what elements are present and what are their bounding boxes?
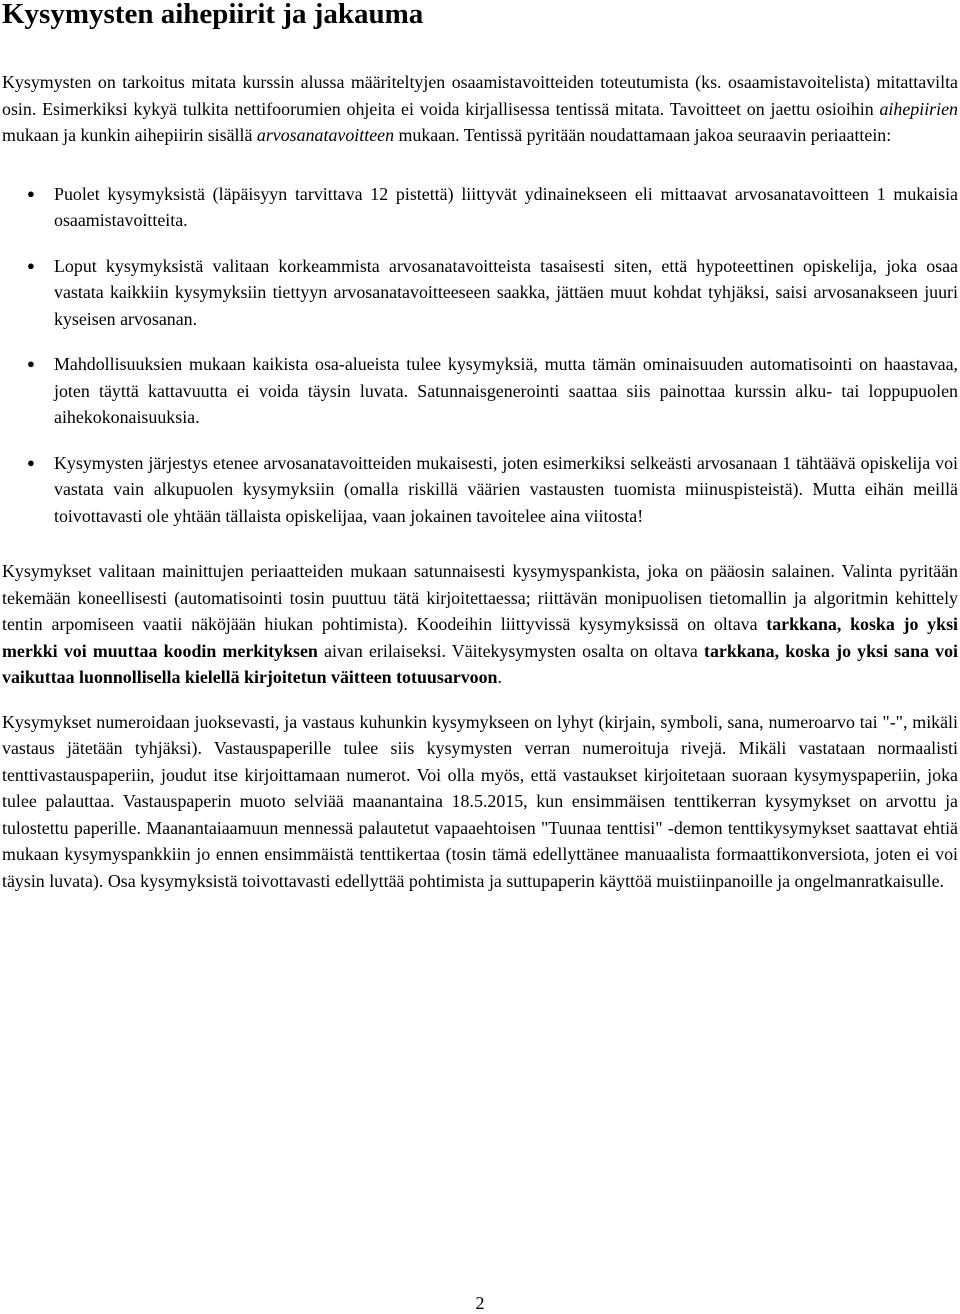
intro-text-1: Kysymysten on tarkoitus mitata kurssin alussa määriteltyjen osaamistavoitteiden toteutumista (ks. osaamistavoitelista) mitattavilta osin. Esimerkiksi kykyä tulkita nettifoorumien ohjeita ei voida kirjallisessa tentissä mitata. Tavoitteet on jaettu osioihin <box>2 72 958 119</box>
document-page <box>2 0 958 894</box>
selection-text-2: aivan erilaiseksi. Väitekysymysten osalta on oltava <box>317 640 704 661</box>
list-item-text: Puolet kysymyksistä (läpäisyyn tarvittava 12 pistettä) liittyvät ydinainekseen eli mittaavat arvosanatavoitteen 1 mukaisia osaamistavoitteita. <box>54 183 958 230</box>
intro-emphasis-arvosanatavoitteen: arvosanatavoitteen <box>256 125 395 145</box>
list-item <box>2 181 958 234</box>
section-heading: Kysymysten aihepiirit ja jakauma <box>2 0 424 30</box>
list-item <box>2 253 958 333</box>
intro-text-2: mukaan ja kunkin aihepiirin sisällä <box>2 125 257 145</box>
bullet-icon: ● <box>27 356 35 371</box>
bullet-icon: ● <box>27 185 35 201</box>
selection-paragraph <box>2 558 958 691</box>
intro-emphasis-aihepiirien: aihepiirien <box>879 98 958 119</box>
intro-paragraph <box>2 69 958 149</box>
list-item-text: Kysymysten järjestys etenee arvosanatavoitteiden mukaisesti, joten esimerkiksi selkeästi arvosanaan 1 tähtäävä opiskelija voi vastata vain alkupuolen kysymyksiin (omalla riskillä väärien vastausten tuomista miinuspisteistä). Mutta eihän meillä toivottavasti ole yhtään tällaista opiskelijaa, vaan jokainen tavoitelee aina viitosta! <box>54 452 958 526</box>
page-number: 2 <box>475 1293 485 1313</box>
list-item <box>2 351 958 431</box>
list-item-text: Loput kysymyksistä valitaan korkeammista arvosanatavoitteista tasaisesti siten, että hypoteettinen opiskelija, joka osaa vastata kaikkiin kysymyksiin tiettyyn arvosanatavoitteeseen saakka, jättäen muut kohdat tyhjäksi, saisi arvosanakseen juuri kyseisen arvosanan. <box>54 255 958 329</box>
list-item-text: Mahdollisuuksien mukaan kaikista osa-alueista tulee kysymyksiä, mutta tämän ominaisuuden automatisointi on haastavaa, joten täyttä kattavuutta ei voida täysin luvata. Satunnaisgenerointi saattaa siis painottaa kurssin alku- tai loppupuolen aihekokonaisuuksia. <box>54 354 958 427</box>
bullet-icon: ● <box>27 454 35 470</box>
intro-text-3: mukaan. Tentissä pyritään noudattamaan jakoa seuraavin periaattein: <box>394 125 892 145</box>
list-item <box>2 450 958 530</box>
selection-bold-code: tarkkana, koska jo yksi merkki voi muuttaa koodin merkityksen <box>2 614 958 661</box>
numbering-paragraph: Kysymykset numeroidaan juoksevasti, ja vastaus kuhunkin kysymykseen on lyhyt (kirjain, symboli, sana, numeroarvo tai "-", mikäli vastaus jätetään tyhjäksi). Vastauspaperille tulee siis kysymysten verran numeroituja rivejä. Mikäli vastataan normaalisti tenttivastauspaperiin, joudut itse kirjoittamaan numerot. Voi olla myös, että vastaukset kirjoitetaan suoraan kysymyspaperiin, joka tulee palauttaa. Vastauspaperin muoto selviää maanantaina 18.5.2015, kun ensimmäisen tenttikerran kysymykset on arvottu ja tulostettu paperille. Maanantaiaamuun mennessä palautetut vapaaehtoisen "Tuunaa tenttisi" -demon tenttikysymykset saattavat ehtiä mukaan kysymyspankkiin jo ennen ensimmäistä tenttikertaa (tosin tämä edellyttänee manuaalista formaattikonversiota, joten ei voi täysin luvata). Osa kysymyksistä toivottavasti edellyttää pohtimista ja suttupaperin käyttöä muistiinpanoille ja ongelmanratkaisulle. <box>2 711 958 891</box>
selection-bold-claims: tarkkana, koska jo yksi sana voi vaikuttaa luonnollisella kielellä kirjoitetun väitteen totuusarvoon <box>2 640 958 687</box>
principles-list <box>2 181 958 530</box>
selection-text-1: Kysymykset valitaan mainittujen periaatteiden mukaan satunnaisesti kysymyspankista, joka on pääosin salainen. Valinta pyritään tekemään koneellisesti (automatisointi tosin puuttuu tätä kirjoitettaessa; riittävän monipuolisen tietomallin ja algoritmin kehittely tentin arpomiseen vaatii näköjään hiukan pohtimista). Koodeihin liittyvissä kysymyksissä on oltava <box>2 561 958 634</box>
bullet-icon: ● <box>27 257 35 273</box>
selection-text-3: . <box>497 667 502 687</box>
